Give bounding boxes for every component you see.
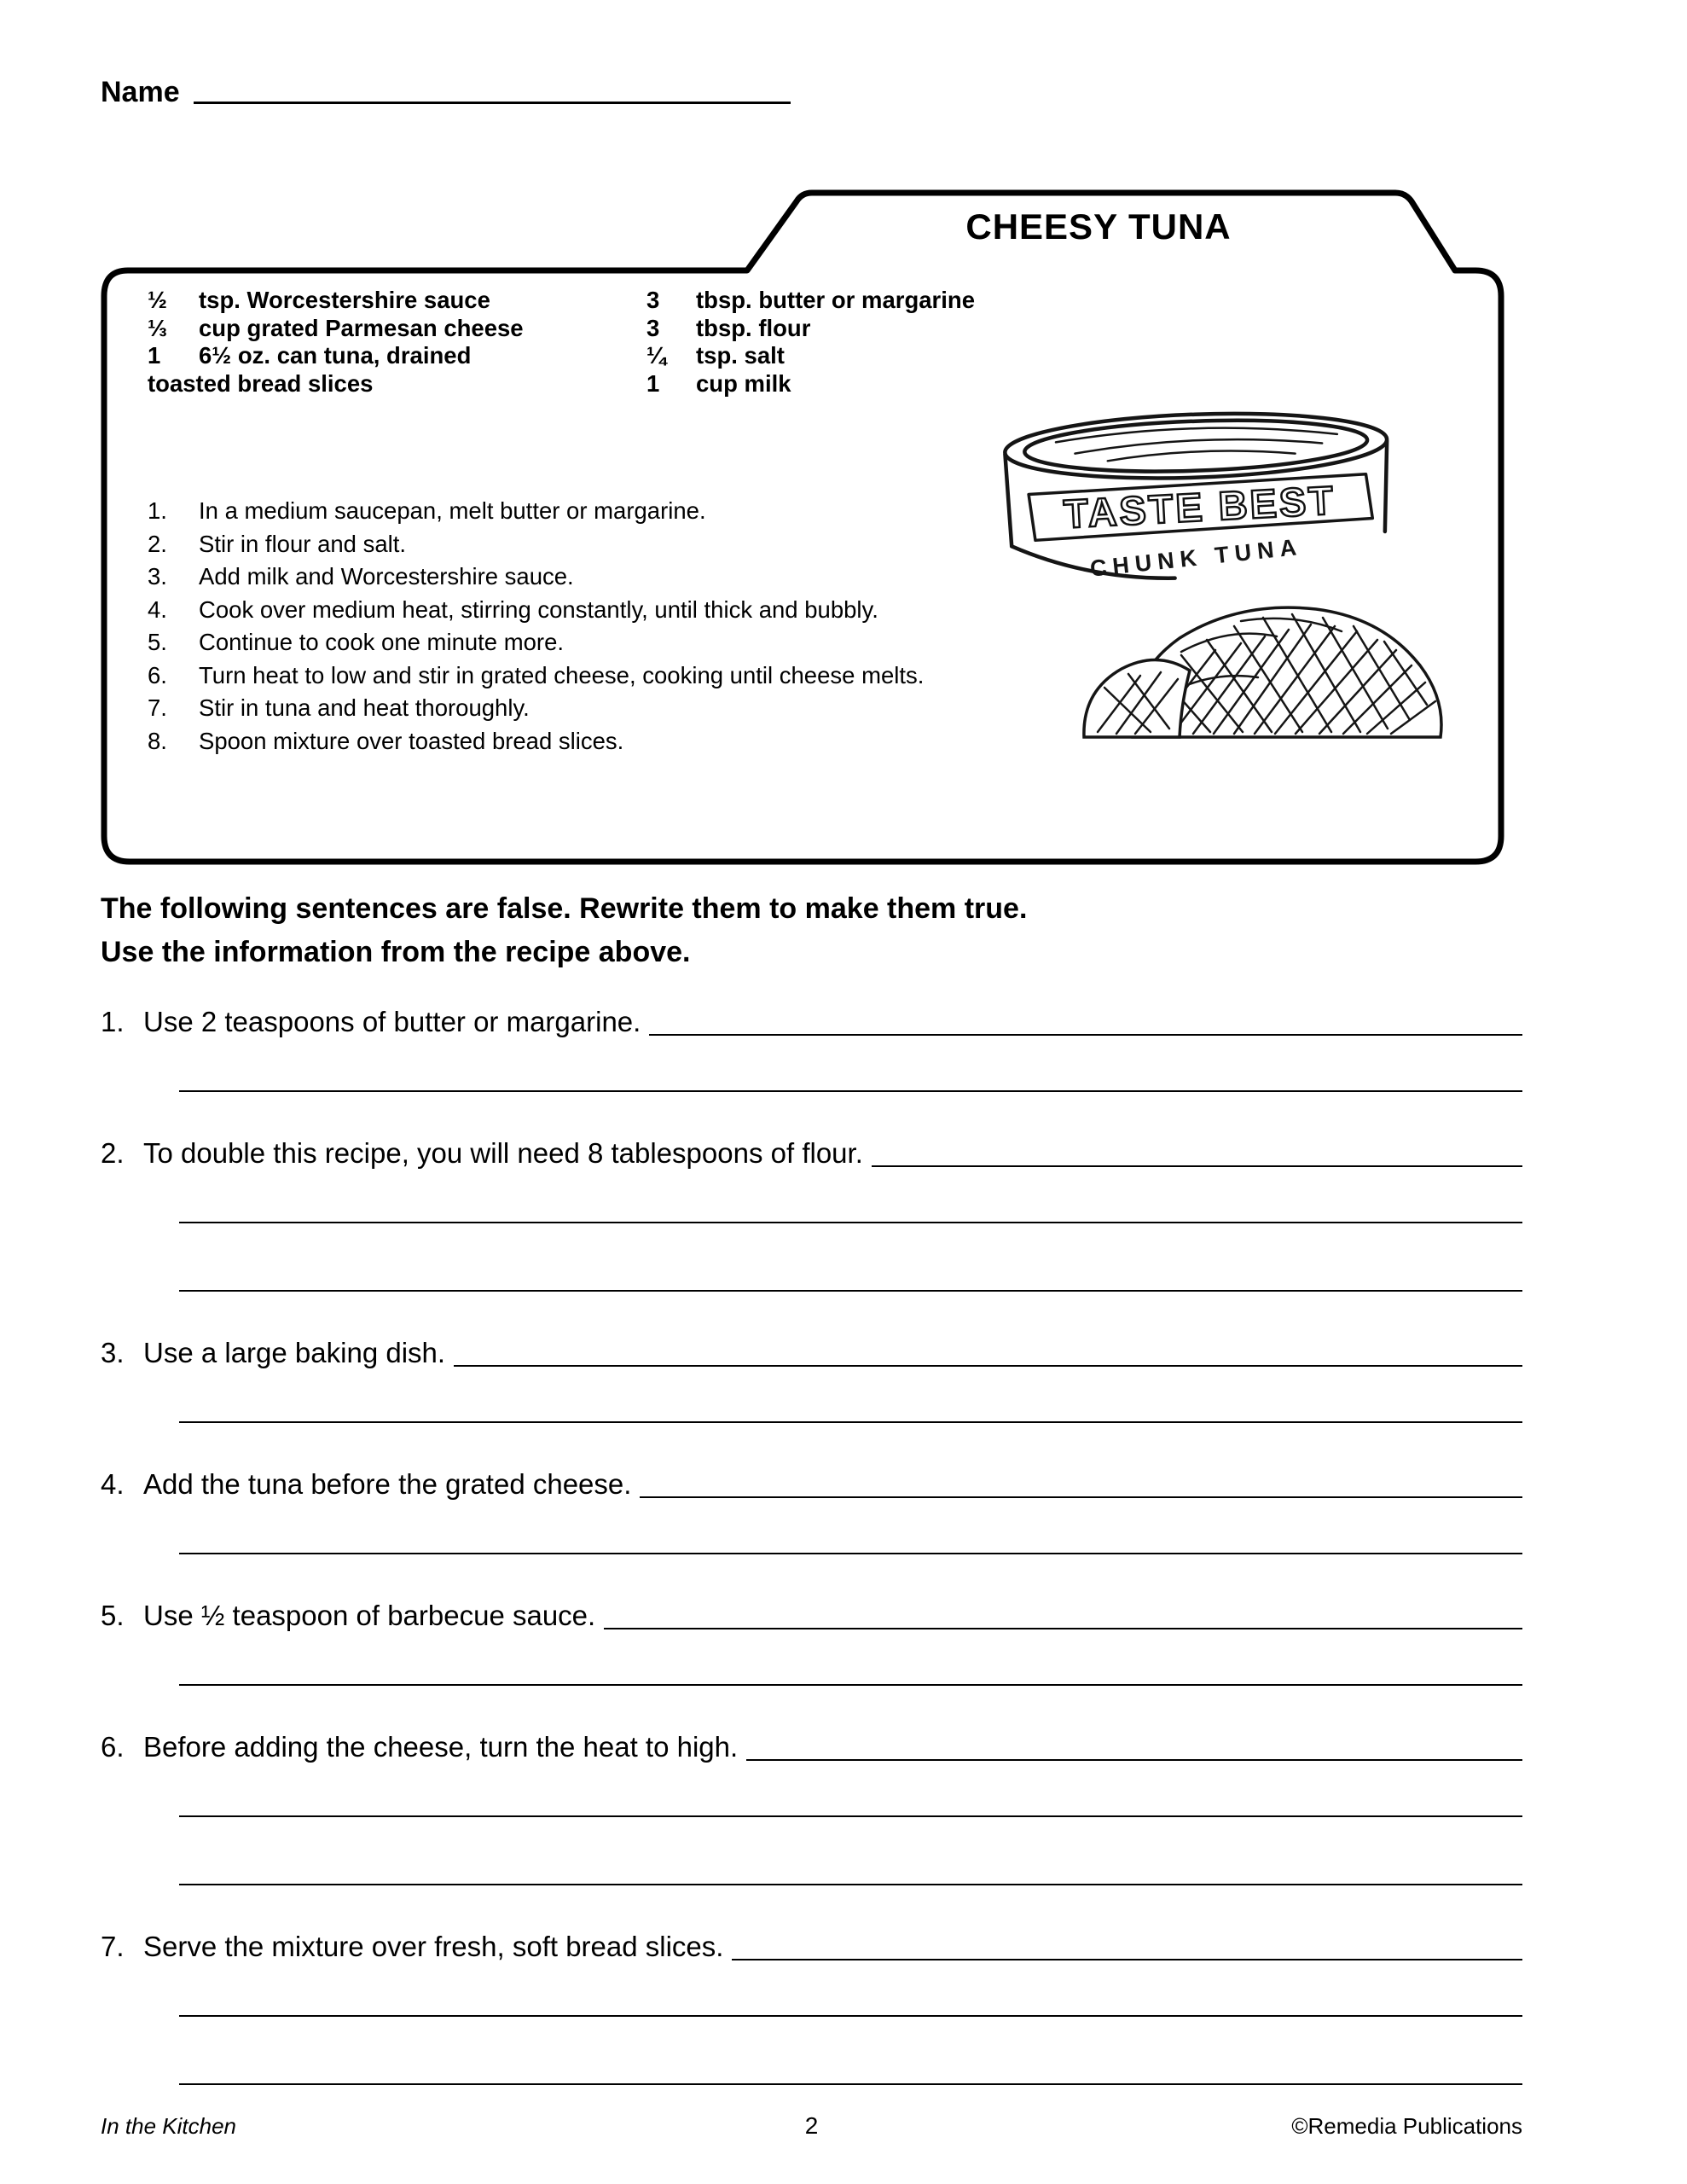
answer-blank xyxy=(732,1959,1522,1960)
recipe-step xyxy=(148,626,983,659)
answer-line xyxy=(179,2083,1522,2085)
ingredient-qty: ¼ xyxy=(646,342,666,369)
recipe-step xyxy=(148,561,983,594)
question-number: 5. xyxy=(101,1600,125,1631)
ingredient-qty: ½ xyxy=(148,287,167,313)
question-number: 3. xyxy=(101,1337,125,1368)
step-text: Turn heat to low and stir in grated cheese, cooking until cheese melts. xyxy=(199,661,925,688)
answer-blank xyxy=(872,1165,1522,1167)
answer-line xyxy=(179,1684,1522,1686)
answer-blank xyxy=(649,1034,1522,1036)
recipe-step xyxy=(148,528,983,561)
question-text: Add the tuna before the grated cheese. xyxy=(143,1468,632,1500)
answer-blank xyxy=(454,1365,1522,1367)
questions-section xyxy=(101,1003,1522,2085)
ingredient-name: toasted bread slices xyxy=(148,369,374,397)
question-number: 7. xyxy=(101,1931,125,1962)
step-text: Stir in tuna and heat thoroughly. xyxy=(199,694,530,721)
recipe-steps xyxy=(148,495,983,758)
footer-book-title: In the Kitchen xyxy=(101,2113,236,2139)
recipe-title: CHEESY TUNA xyxy=(965,206,1232,247)
question-3 xyxy=(101,1334,1522,1423)
recipe-step xyxy=(148,725,983,758)
ingredient-name: tbsp. butter or margarine xyxy=(696,287,975,313)
answer-line xyxy=(179,1815,1522,1817)
step-number: 8. xyxy=(148,727,167,754)
ingredient-name: tsp. salt xyxy=(696,342,785,369)
recipe-step xyxy=(148,495,983,528)
answer-line xyxy=(179,1884,1522,1885)
tuna-can-illustration xyxy=(958,394,1493,765)
footer-page-number: 2 xyxy=(804,2112,819,2139)
answer-blank xyxy=(604,1628,1522,1629)
answer-line xyxy=(179,1421,1522,1423)
ingredient-name: cup grated Parmesan cheese xyxy=(199,314,524,341)
answer-line xyxy=(179,1553,1522,1554)
name-blank-line xyxy=(194,102,791,104)
step-number: 3. xyxy=(148,563,167,590)
step-text: In a medium saucepan, melt butter or margarine. xyxy=(199,497,706,524)
answer-blank xyxy=(746,1759,1522,1761)
step-text: Spoon mixture over toasted bread slices. xyxy=(199,727,624,754)
step-number: 4. xyxy=(148,595,167,623)
ingredient-qty: 1 xyxy=(646,369,660,397)
can-variety-text: CHUNK TUNA xyxy=(1088,533,1304,582)
answer-line xyxy=(179,1090,1522,1092)
question-7 xyxy=(101,1928,1522,2085)
ingredient-row xyxy=(148,370,975,398)
ingredient-row xyxy=(148,342,975,370)
ingredients-list xyxy=(148,287,975,398)
step-number: 7. xyxy=(148,694,167,721)
ingredient-name: 6½ oz. can tuna, drained xyxy=(199,342,472,369)
tuna-can xyxy=(1004,408,1391,584)
ingredient-name xyxy=(199,370,646,398)
step-text: Continue to cook one minute more. xyxy=(199,629,565,655)
recipe-step xyxy=(148,594,983,627)
question-2 xyxy=(101,1135,1522,1292)
answer-line xyxy=(179,1222,1522,1223)
footer-publisher: ©Remedia Publications xyxy=(1291,2113,1523,2139)
instructions-line2: Use the information from the recipe above. xyxy=(101,936,691,968)
step-number: 2. xyxy=(148,530,167,557)
question-text: Use ½ teaspoon of barbecue sauce. xyxy=(143,1600,596,1631)
ingredient-name: tbsp. flour xyxy=(696,314,811,341)
ingredient-name: tsp. Worcestershire sauce xyxy=(199,287,490,313)
step-number: 6. xyxy=(148,661,167,688)
answer-line xyxy=(179,2015,1522,2017)
tuna-chunks xyxy=(1084,607,1441,737)
ingredient-qty: ⅓ xyxy=(148,314,167,341)
question-text: Before adding the cheese, turn the heat to high. xyxy=(143,1731,739,1763)
ingredient-qty: 3 xyxy=(646,314,660,341)
step-text: Stir in flour and salt. xyxy=(199,530,407,557)
step-number: 5. xyxy=(148,629,167,655)
answer-blank xyxy=(640,1496,1522,1498)
step-text: Cook over medium heat, stirring constantly, until thick and bubbly. xyxy=(199,595,878,623)
name-row xyxy=(101,75,1522,109)
instructions xyxy=(101,887,1522,974)
ingredient-row xyxy=(148,315,975,343)
question-text: Use a large baking dish. xyxy=(143,1337,446,1368)
question-5 xyxy=(101,1597,1522,1686)
instructions-line1: The following sentences are false. Rewrite them to make them true. xyxy=(101,892,1028,925)
question-number: 4. xyxy=(101,1468,125,1500)
question-6 xyxy=(101,1728,1522,1885)
step-text: Add milk and Worcestershire sauce. xyxy=(199,563,574,590)
question-number: 6. xyxy=(101,1731,125,1763)
step-number: 1. xyxy=(148,497,167,524)
ingredient-qty: 1 xyxy=(148,342,161,369)
question-4 xyxy=(101,1466,1522,1554)
ingredient-qty: 3 xyxy=(646,287,660,313)
ingredient-row xyxy=(148,287,975,315)
question-1 xyxy=(101,1003,1522,1092)
recipe-step xyxy=(148,692,983,725)
recipe-step xyxy=(148,659,983,693)
answer-line xyxy=(179,1290,1522,1292)
recipe-card xyxy=(101,188,1506,870)
ingredient-name: cup milk xyxy=(696,369,791,397)
name-label: Name xyxy=(101,76,180,108)
question-number: 1. xyxy=(101,1006,125,1037)
question-text: Use 2 teaspoons of butter or margarine. xyxy=(143,1006,641,1037)
can-brand-text: TASTE BEST xyxy=(1062,477,1337,537)
page-footer xyxy=(101,2112,1522,2140)
question-number: 2. xyxy=(101,1137,125,1169)
question-text: Serve the mixture over fresh, soft bread slices. xyxy=(143,1931,724,1962)
question-text: To double this recipe, you will need 8 tablespoons of flour. xyxy=(143,1137,863,1169)
